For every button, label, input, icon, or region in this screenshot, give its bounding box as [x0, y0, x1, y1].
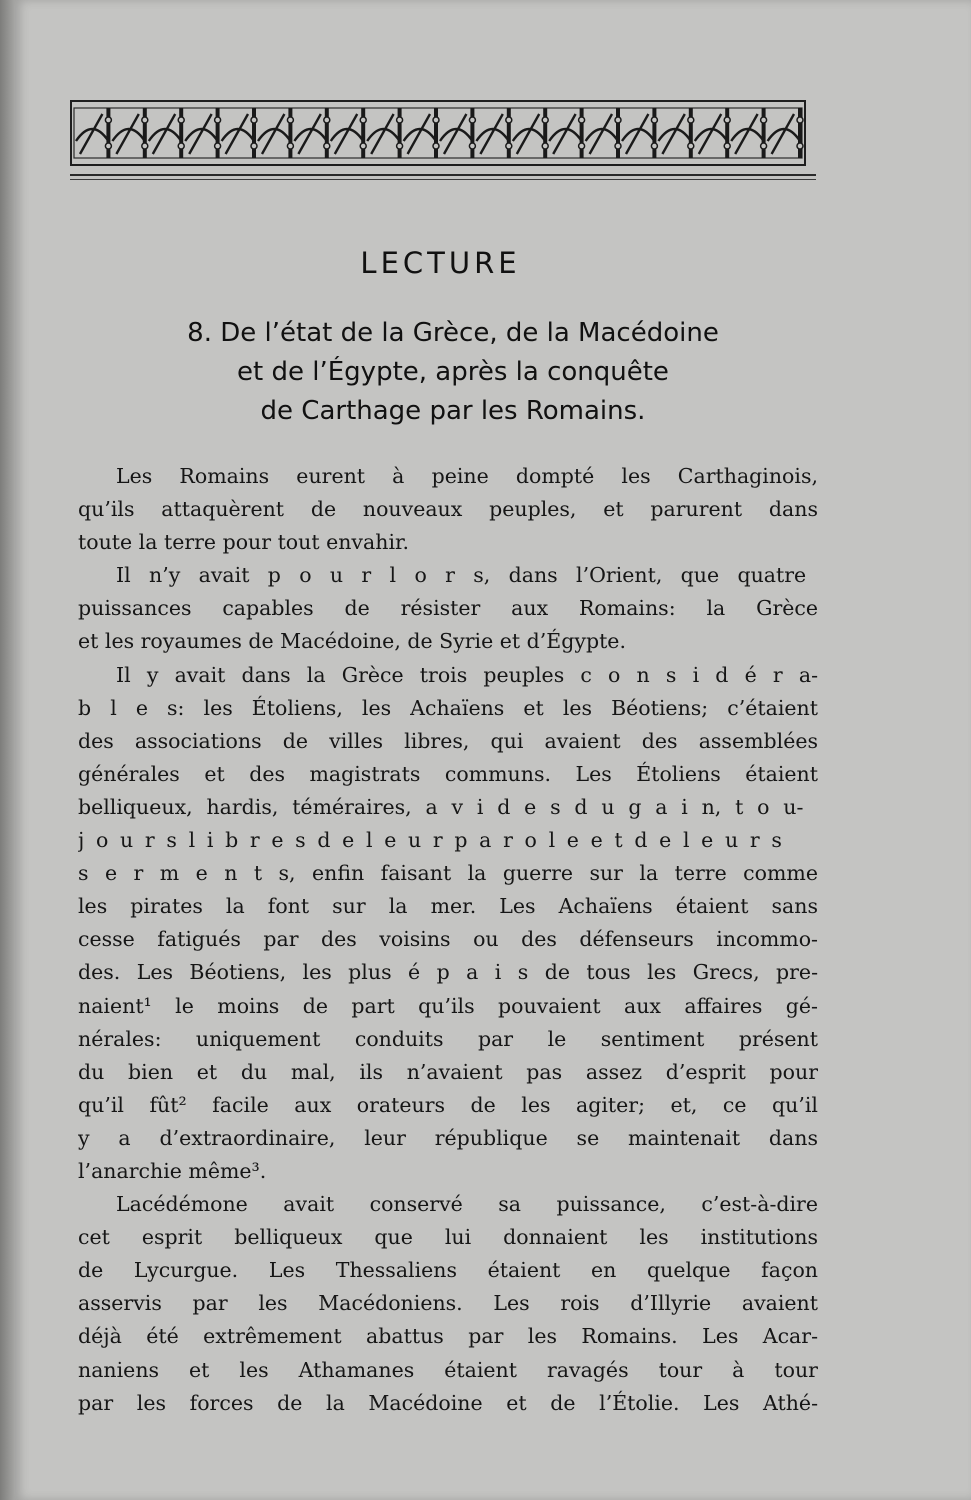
body-line: b l e s: les Étoliens, les Achaïens et les Béotiens; c’étaient: [78, 695, 818, 720]
ornament-divider: [288, 108, 292, 158]
ornament-link: [294, 114, 326, 154]
header-rule-thick: [70, 174, 816, 176]
ornament-link: [440, 114, 472, 154]
ornament-knot: [469, 143, 475, 149]
ornament-divider: [543, 108, 547, 158]
ornament-divider: [725, 108, 729, 158]
ornament-link: [222, 114, 254, 154]
body-line: déjà été extrêmement abattus par les Romains. Les Acar-: [78, 1324, 818, 1349]
body-line: asservis par les Macédoniens. Les rois d’Illyrie avaient: [78, 1291, 818, 1316]
body-line: Lacédémone avait conservé sa puissance, c’est-à-dire: [116, 1192, 818, 1217]
ornament-divider: [143, 108, 147, 158]
ornament-knot: [360, 143, 366, 149]
ornament-divider: [616, 108, 620, 158]
body-line: des associations de villes libres, qui avaient des assemblées: [78, 728, 818, 753]
ornament-knot: [360, 117, 366, 123]
ornament-knot: [433, 143, 439, 149]
ornament-knot: [251, 117, 257, 123]
ornament-knot: [178, 117, 184, 123]
ornament-link: [695, 114, 727, 154]
ornament-knot: [615, 143, 621, 149]
body-line: qu’ils attaquèrent de nouveaux peuples, et parurent dans: [78, 497, 818, 522]
body-line: s e r m e n t s, enfin faisant la guerre sur la terre comme: [78, 861, 818, 886]
ornament-divider: [252, 108, 256, 158]
ornament-knot: [287, 143, 293, 149]
chapter-title-line-3: de Carthage par les Romains.: [260, 396, 646, 426]
book-spine-shadow: [0, 0, 14, 1500]
body-line: qu’il fût² facile aux orateurs de les agiter; et, ce qu’il: [78, 1092, 818, 1117]
ornament-divider: [507, 108, 511, 158]
ornament-knot: [579, 143, 585, 149]
ornament-knot: [797, 117, 803, 123]
ornament-divider: [325, 108, 329, 158]
ornament-link: [258, 114, 290, 154]
ornament-knot: [142, 143, 148, 149]
body-line: et les royaumes de Macédoine, de Syrie et d’Égypte.: [78, 629, 626, 654]
ornament-knot: [105, 143, 111, 149]
ornament-knot: [142, 117, 148, 123]
ornament-knot: [724, 143, 730, 149]
ornament-link: [731, 114, 763, 154]
ornament-link: [476, 114, 508, 154]
chapter-title: [80, 314, 826, 431]
ornament-knot: [688, 117, 694, 123]
ornament-divider: [470, 108, 474, 158]
body-line: l’anarchie même³.: [78, 1158, 267, 1183]
body-line: générales et des magistrats communs. Les Étoliens étaient: [78, 761, 818, 786]
ornament-divider: [762, 108, 766, 158]
body-line: des. Les Béotiens, les plus é p a i s de tous les Grecs, pre-: [78, 960, 818, 985]
ornament-link: [658, 114, 690, 154]
body-line: Les Romains eurent à peine dompté les Carthaginois,: [116, 464, 818, 488]
ornament-link: [112, 114, 144, 154]
body-line: naient¹ le moins de part qu’ils pouvaient aux affaires gé-: [78, 993, 818, 1018]
ornament-link: [513, 114, 545, 154]
ornament-knot: [542, 117, 548, 123]
ornament-divider: [179, 108, 183, 158]
ornament-knot: [761, 143, 767, 149]
ornament-link: [404, 114, 436, 154]
body-line: les pirates la font sur la mer. Les Achaïens étaient sans: [78, 894, 818, 919]
body-line: cet esprit belliqueux que lui donnaient les institutions: [78, 1225, 818, 1250]
ornament-divider: [580, 108, 584, 158]
chapter-title-line-1: 8. De l’état de la Grèce, de la Macédoine: [187, 318, 719, 348]
body-line: nérales: uniquement conduits par le sentiment présent: [78, 1026, 818, 1051]
ornament-knot: [178, 143, 184, 149]
ornament-knot: [251, 143, 257, 149]
ornament-knot: [397, 143, 403, 149]
ornament-knot: [324, 117, 330, 123]
body-line: y a d’extraordinaire, leur république se maintenait dans: [78, 1125, 818, 1150]
body-line: j o u r s l i b r e s d e l e u r p a r o l e e t d e l e u r s: [78, 828, 782, 853]
body-line: Il n’y avait p o u r l o r s, dans l’Orient, que quatre: [116, 563, 807, 588]
ornament-link: [76, 114, 108, 154]
ornament-knot: [287, 117, 293, 123]
ornament-knot: [688, 143, 694, 149]
body-text: [78, 460, 818, 1420]
ornament-knot: [506, 143, 512, 149]
body-line: par les forces de la Macédoine et de l’Étolie. Les Athé-: [78, 1390, 818, 1415]
ornament-knot: [615, 117, 621, 123]
ornament-knot: [651, 117, 657, 123]
ornament-knot: [797, 143, 803, 149]
body-line: naniens et les Athamanes étaient ravagés tour à tour: [78, 1357, 818, 1382]
ornament-link: [367, 114, 399, 154]
ornament-knot: [724, 117, 730, 123]
ornament-divider: [361, 108, 365, 158]
header-rule-thin: [70, 179, 816, 180]
ornament-knot: [469, 117, 475, 123]
ornament-link: [768, 114, 800, 154]
body-line: toute la terre pour tout envahir.: [78, 530, 410, 555]
chapter-title-line-2: et de l’Égypte, après la conquête: [237, 357, 669, 387]
ornament-knot: [506, 117, 512, 123]
body-line: cesse fatigués par des voisins ou des défenseurs incommo-: [78, 927, 818, 952]
ornament-divider: [106, 108, 110, 158]
ornament-divider: [652, 108, 656, 158]
body-line: du bien et du mal, ils n’avaient pas assez d’esprit pour: [78, 1059, 818, 1084]
body-line: Il y avait dans la Grèce trois peuples c o n s i d é r a-: [116, 662, 818, 687]
ornament-knot: [324, 143, 330, 149]
ornament-link: [586, 114, 618, 154]
ornament-divider: [398, 108, 402, 158]
body-line: puissances capables de résister aux Romains: la Grèce: [78, 596, 818, 621]
ornament-link: [331, 114, 363, 154]
ornament-divider: [434, 108, 438, 158]
greek-key-ornament: [70, 100, 806, 166]
ornament-knot: [215, 143, 221, 149]
ornament-knot: [579, 117, 585, 123]
ornament-link: [149, 114, 181, 154]
body-line: de Lycurgue. Les Thessaliens étaient en quelque façon: [78, 1258, 818, 1283]
ornament-knot: [651, 143, 657, 149]
ornament-link: [185, 114, 217, 154]
section-heading: LECTURE: [360, 246, 521, 280]
ornament-knot: [397, 117, 403, 123]
ornament-divider: [689, 108, 693, 158]
ornament-divider: [798, 108, 802, 158]
body-line: belliqueux, hardis, téméraires, a v i d e s d u g a i n, t o u-: [78, 794, 804, 819]
ornament-knot: [215, 117, 221, 123]
ornament-knot: [761, 117, 767, 123]
ornament-link: [622, 114, 654, 154]
ornament-knot: [433, 117, 439, 123]
ornament-link: [549, 114, 581, 154]
ornament-knot: [105, 117, 111, 123]
ornament-divider: [216, 108, 220, 158]
ornament-knot: [542, 143, 548, 149]
